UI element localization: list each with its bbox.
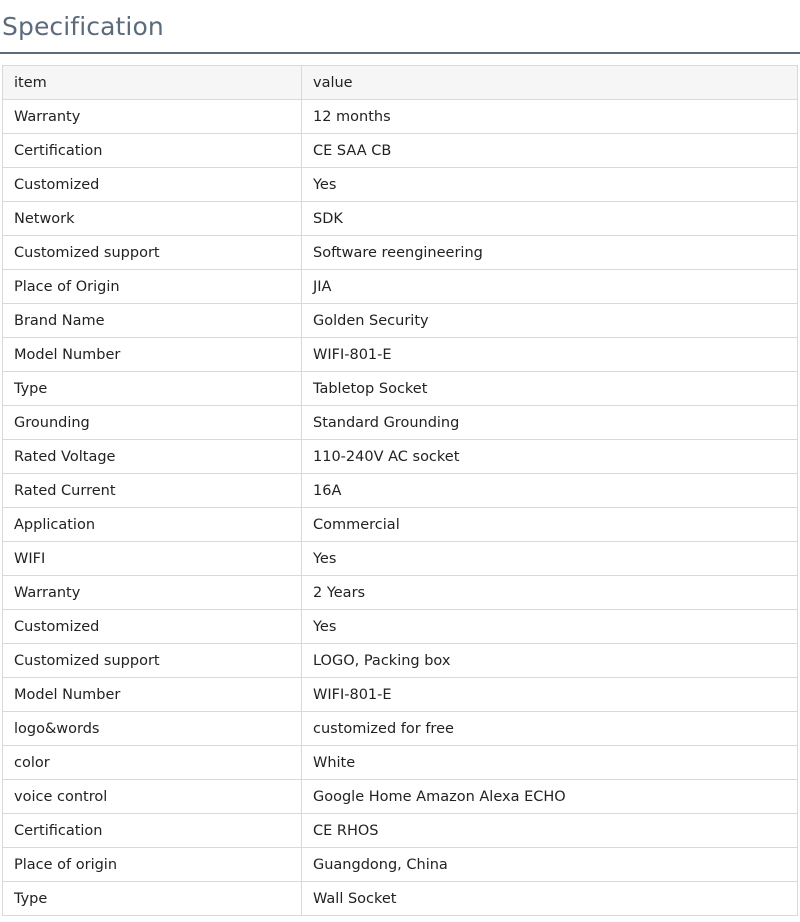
cell-item: Customized — [3, 610, 302, 644]
table-row — [3, 270, 798, 304]
cell-item: Grounding — [3, 406, 302, 440]
table-row — [3, 134, 798, 168]
cell-value: 110-240V AC socket — [302, 440, 798, 474]
specification-header — [0, 0, 800, 54]
cell-item: Model Number — [3, 678, 302, 712]
cell-item: Type — [3, 882, 302, 916]
cell-value: LOGO, Packing box — [302, 644, 798, 678]
cell-value: customized for free — [302, 712, 798, 746]
table-row — [3, 678, 798, 712]
cell-value: WIFI-801-E — [302, 678, 798, 712]
cell-value: Google Home Amazon Alexa ECHO — [302, 780, 798, 814]
table-row — [3, 712, 798, 746]
cell-value: JIA — [302, 270, 798, 304]
specification-table — [2, 65, 798, 916]
cell-item: Type — [3, 372, 302, 406]
table-row — [3, 338, 798, 372]
cell-item: Customized support — [3, 236, 302, 270]
table-row — [3, 372, 798, 406]
cell-value: White — [302, 746, 798, 780]
cell-value: Wall Socket — [302, 882, 798, 916]
cell-value: 12 months — [302, 100, 798, 134]
cell-value: Golden Security — [302, 304, 798, 338]
table-row — [3, 474, 798, 508]
table-row — [3, 406, 798, 440]
cell-item: Place of Origin — [3, 270, 302, 304]
table-row — [3, 542, 798, 576]
cell-item: Warranty — [3, 576, 302, 610]
cell-value: Tabletop Socket — [302, 372, 798, 406]
cell-item: Application — [3, 508, 302, 542]
table-row — [3, 576, 798, 610]
cell-item: voice control — [3, 780, 302, 814]
table-row — [3, 508, 798, 542]
cell-item: Model Number — [3, 338, 302, 372]
cell-item: Place of origin — [3, 848, 302, 882]
cell-value: Software reengineering — [302, 236, 798, 270]
table-row — [3, 100, 798, 134]
cell-value: Guangdong, China — [302, 848, 798, 882]
cell-value: SDK — [302, 202, 798, 236]
cell-value: Commercial — [302, 508, 798, 542]
column-header-value: value — [302, 66, 798, 100]
cell-value: Yes — [302, 542, 798, 576]
cell-value: CE SAA CB — [302, 134, 798, 168]
table-row — [3, 746, 798, 780]
cell-item: Customized — [3, 168, 302, 202]
column-header-item: item — [3, 66, 302, 100]
cell-item: logo&words — [3, 712, 302, 746]
cell-item: Rated Current — [3, 474, 302, 508]
cell-value: CE RHOS — [302, 814, 798, 848]
cell-item: Customized support — [3, 644, 302, 678]
cell-item: Certification — [3, 134, 302, 168]
cell-value: Yes — [302, 168, 798, 202]
table-row — [3, 202, 798, 236]
cell-item: Rated Voltage — [3, 440, 302, 474]
table-row — [3, 304, 798, 338]
cell-value: 16A — [302, 474, 798, 508]
table-row — [3, 882, 798, 916]
table-body — [3, 100, 798, 916]
table-row — [3, 848, 798, 882]
table-row — [3, 236, 798, 270]
cell-item: color — [3, 746, 302, 780]
cell-item: Brand Name — [3, 304, 302, 338]
section-title: Specification — [2, 12, 164, 41]
table-row — [3, 814, 798, 848]
table-header-row — [3, 66, 798, 100]
cell-item: Certification — [3, 814, 302, 848]
cell-value: Yes — [302, 610, 798, 644]
cell-item: Network — [3, 202, 302, 236]
cell-value: WIFI-801-E — [302, 338, 798, 372]
cell-value: 2 Years — [302, 576, 798, 610]
cell-value: Standard Grounding — [302, 406, 798, 440]
table-row — [3, 610, 798, 644]
cell-item: Warranty — [3, 100, 302, 134]
table-row — [3, 168, 798, 202]
table-row — [3, 644, 798, 678]
table-row — [3, 440, 798, 474]
cell-item: WIFI — [3, 542, 302, 576]
table-row — [3, 780, 798, 814]
